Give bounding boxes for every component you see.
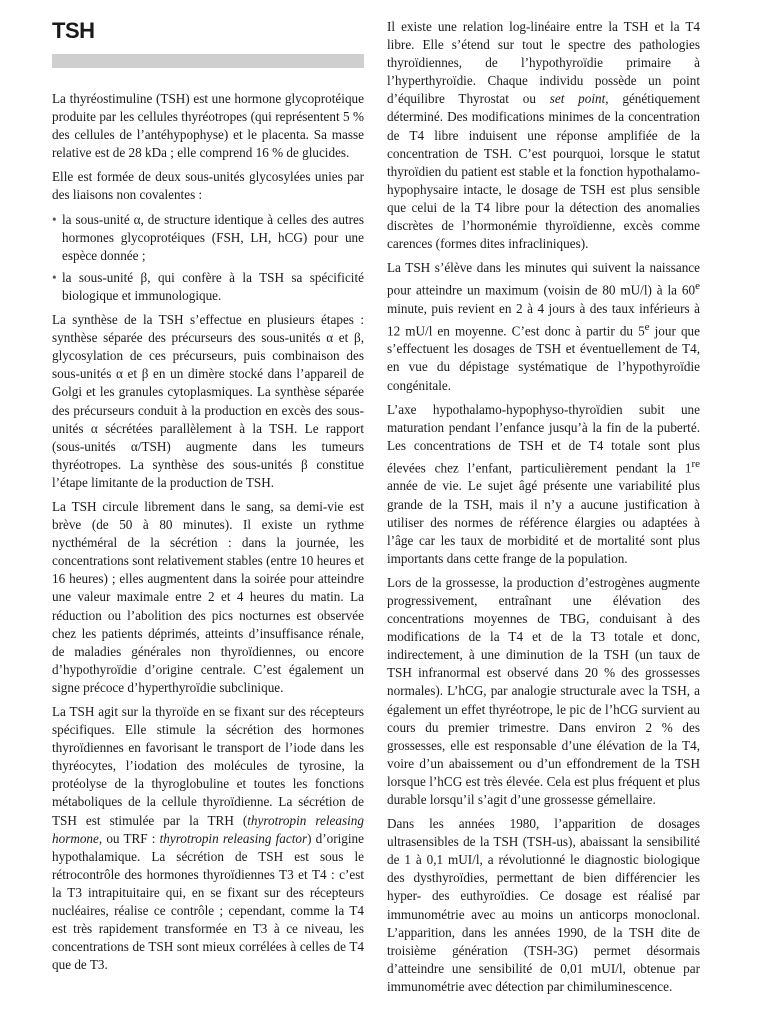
paragraph: La TSH circule librement dans le sang, sa demi-vie est brève (de 50 à 80 minutes). Il existe un rythme nycthéméral de la sécrétion : dans la journée, les concentrations sont relativement stables (entre 10 heures et 16 heures) ; elles augmentent dans la soirée pour atteindre une valeur maximale entre 2 et 4 heures du matin. La réduction ou l’abolition des pics nocturnes est observée chez les patients déprimés, atteints d’insuffisance rénale, de maladies générales non thyroïdiennes, ou encore d’hypothyroïdie d’origine centrale. C’est également un signe précoce d’hyperthyroïdie subclinique. [52, 498, 364, 695]
italic-text: thyrotropin releasing factor [159, 830, 308, 846]
bullet-list [52, 211, 364, 305]
paragraph [387, 401, 700, 568]
italic-text: thyrotropin releasing hormone [52, 812, 364, 846]
paragraph: Lors de la grossesse, la production d’estrogènes augmente progressivement, entraînant une élévation des concentrations moyennes de TBG, conduisant à des modifications de la T4 et de la T3 totale et donc, indirectement, à une diminution de la TSH (un taux de TSH infranormal est observé dans 20 % des grossesses normales). L’hCG, par analogie structurale avec la TSH, a également un effet thyréotrope, le pic de l’hCG survient au cours du premier trimestre. Dans environ 2 % des grossesses, elle est responsable d’une élévation de la T4, voire d’un abaissement ou d’un effondrement de la TSH lorsque l’hCG est très élevée. Cela est plus fréquent et plus durable lorsqu’il s’agit d’une grossesse gémellaire. [387, 574, 700, 808]
text-run: minute, puis revient en 2 à 4 jours à des taux inférieurs à 12 mU/l en moyenne. C’est donc à partir du 5 [387, 300, 700, 339]
text-run: jour que s’effectuent les dosages de TSH et éventuellement de T4, en vue du dépistage systématique de l’hypothyroïdie congénitale. [387, 323, 700, 393]
left-column-body [52, 90, 364, 980]
list-item: • la sous-unité β, qui confère à la TSH sa spécificité biologique et immunologique. [52, 269, 364, 305]
italic-text: set point [549, 91, 606, 107]
text-run: année de vie. Le sujet âgé présente une variabilité plus grande de la TSH, mais il n’y a aucune justification à utiliser des normes de référence élargies ou adaptées à l’âge car les taux de morbidité et de mortalité sont plus importants dans cette frange de la population. [387, 478, 700, 566]
paragraph: Elle est formée de deux sous-unités glycosylées unies par des liaisons non covalentes : [52, 169, 364, 203]
superscript: re [691, 457, 700, 470]
list-item: • la sous-unité α, de structure identique à celles des autres hormones glycoprotéiques (FSH, LH, hCG) pour une espèce donnée ; [52, 211, 364, 265]
text-run: La TSH s’élève dans les minutes qui suivent la naissance pour atteindre un maximum (voisin de 80 mU/l) à la 60 [387, 260, 700, 298]
paragraph: La thyréostimuline (TSH) est une hormone glycoprotéique produite par les cellules thyréotropes (qui représentent 5 % des cellules de l’antéhypophyse) et le placenta. Sa masse relative est de 28 kDa ; elle comprend 16 % de glucides. [52, 91, 364, 161]
text-run: , génétiquement déterminé. Des modifications minimes de la concentration de T4 libre induisent une réponse amplifiée de la concentration de TSH. C’est pourquoi, lorsque le statut thyroïdien du patient est stable et la fonction hypothalamo-hypophysaire intacte, le dosage de TSH est plus sensible que celui de la T4 libre pour la détection des anomalies discrètes de l’hormonémie thyroïdienne, excès comme carences (formes dites infracliniques). [387, 91, 700, 252]
text-run: ) d’origine hypothalamique. La sécrétion de TSH est sous le rétrocontrôle des hormones thyroïdiennes T3 et T4 : c’est la T3 intrapituitaire qui, en se fixant sur des récepteurs nucléaires, réalise ce contrôle ; cependant, comme la T4 est très rapidement transformée en T3 à ce niveau, les concentrations de TSH sont mieux corrélées à celles de T4 que de T3. [52, 830, 364, 973]
text-run: L’axe hypothalamo-hypophyso-thyroïdien subit une maturation pendant l’enfance jusqu’à la fin de la puberté. Les concentrations de TSH et de T4 totale sont plus élevées chez l’enfant, particulièrement pendant la 1 [387, 401, 700, 476]
page-title: TSH [52, 18, 95, 43]
paragraph: La synthèse de la TSH s’effectue en plusieurs étapes : synthèse séparée des précurseurs des sous-unités α et β, glycosylation de ces précurseurs, puis combinaison des sous-unités α et β en un dimère stocké dans l’appareil de Golgi et les granules cytoplasmiques. La synthèse séparée des précurseurs conduit à la production en excès des sous-unités α sécrétées parallèlement à la TSH. Le rapport (sous-unités α/TSH) augmente dans les tumeurs thyréotropes. La synthèse des sous-unités β constitue l’étape limitante de la production de TSH. [52, 312, 364, 490]
superscript: e [644, 320, 650, 333]
paragraph [387, 18, 700, 253]
text-run: La TSH agit sur la thyroïde en se fixant sur des récepteurs spécifiques. Elle stimule la sécrétion des hormones thyroïdiennes en favorisant le transport de l’iode dans les thyréocytes, l’iodation des molécules de tyrosine, la protéolyse de la thyroglobuline et toutes les fonctions métaboliques de la cellule thyroïdienne. La sécrétion de TSH est stimulée par la TRH ( [52, 704, 364, 828]
text-run: Il existe une relation log-linéaire entre la TSH et la T4 libre. Elle s’étend sur tout le spectre des pathologies thyroïdiennes, de l’hypothyroïdie primaire à l’hyperthyroïdie. Chaque individu possède un point d’équilibre Thyrostat ou [387, 19, 700, 107]
right-column [387, 18, 700, 1002]
paragraph [52, 703, 364, 974]
text-run: , ou TRF : [98, 830, 160, 846]
superscript: e [695, 280, 700, 293]
paragraph: Dans les années 1980, l’apparition de dosages ultrasensibles de la TSH (TSH-us), abaissant la sensibilité de 1 à 0,1 mUI/l, a révolutionné le diagnostic biologique des dysthyroïdies, permettant de bien différencier les hyper- des euthyroïdies. Ce dosage est réalisé par immunométrie avec au moins un anticorps monoclonal. L’apparition, dans les années 1990, de la TSH dite de troisième génération (TSH-3G) permet désormais d’atteindre une sensibilité de 0,01 mUI/l, obtenue par immunométrie avec détection par chimiluminescence. [387, 816, 700, 994]
paragraph [387, 259, 700, 394]
title-underline-bar [52, 54, 364, 68]
